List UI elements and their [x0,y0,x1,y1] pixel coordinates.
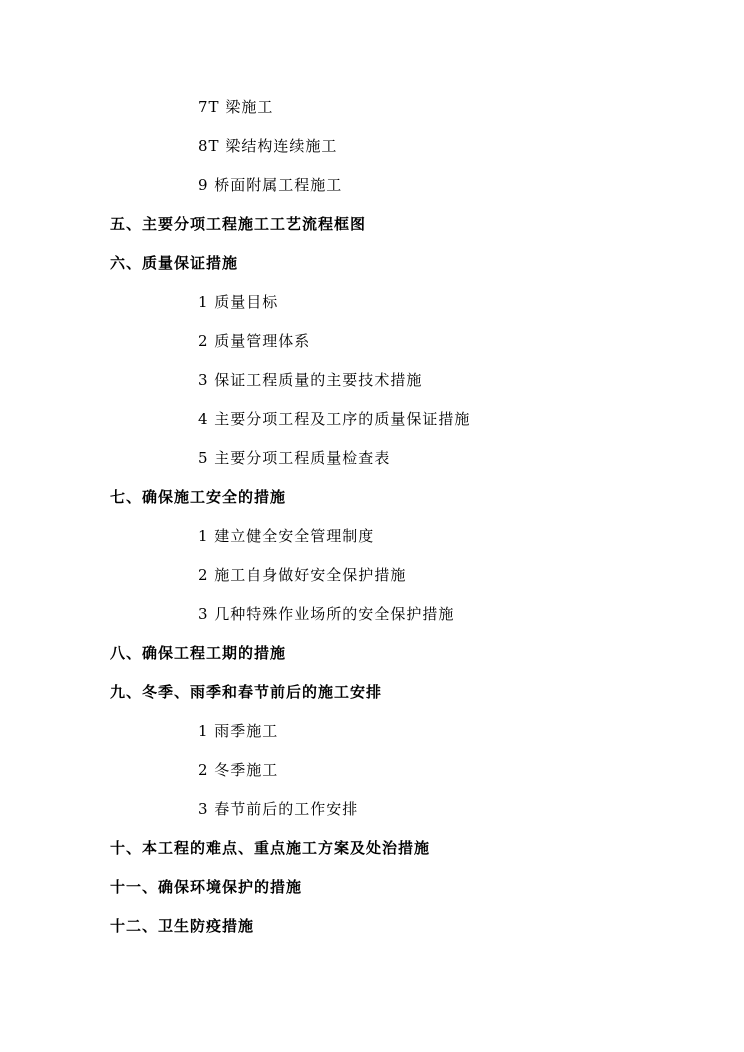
toc-subsection: 3 几种特殊作业场所的安全保护措施 [198,605,455,623]
toc-section-heading: 九、冬季、雨季和春节前后的施工安排 [110,683,383,701]
toc-subsection: 9 桥面附属工程施工 [198,176,343,194]
toc-subsection: 2 质量管理体系 [198,332,311,350]
toc-subsection: 3 春节前后的工作安排 [198,800,359,818]
toc-section-heading: 十、本工程的难点、重点施工方案及处治措施 [110,839,431,857]
toc-subsection: 2 冬季施工 [198,761,279,779]
toc-subsection: 5 主要分项工程质量检查表 [198,449,391,467]
toc-subsection: 8T 梁结构连续施工 [198,137,338,155]
toc-subsection: 2 施工自身做好安全保护措施 [198,566,407,584]
toc-subsection: 1 雨季施工 [198,722,279,740]
toc-subsection: 1 质量目标 [198,293,279,311]
toc-section-heading: 八、确保工程工期的措施 [110,644,287,662]
toc-subsection: 4 主要分项工程及工序的质量保证措施 [198,410,471,428]
toc-section-heading: 十二、卫生防疫措施 [110,917,255,935]
toc-subsection: 3 保证工程质量的主要技术措施 [198,371,423,389]
toc-subsection: 7T 梁施工 [198,98,274,116]
toc-section-heading: 五、主要分项工程施工工艺流程框图 [110,215,367,233]
toc-section-heading: 六、质量保证措施 [110,254,239,272]
toc-section-heading: 十一、确保环境保护的措施 [110,878,303,896]
toc-section-heading: 七、确保施工安全的措施 [110,488,287,506]
toc-subsection: 1 建立健全安全管理制度 [198,527,375,545]
